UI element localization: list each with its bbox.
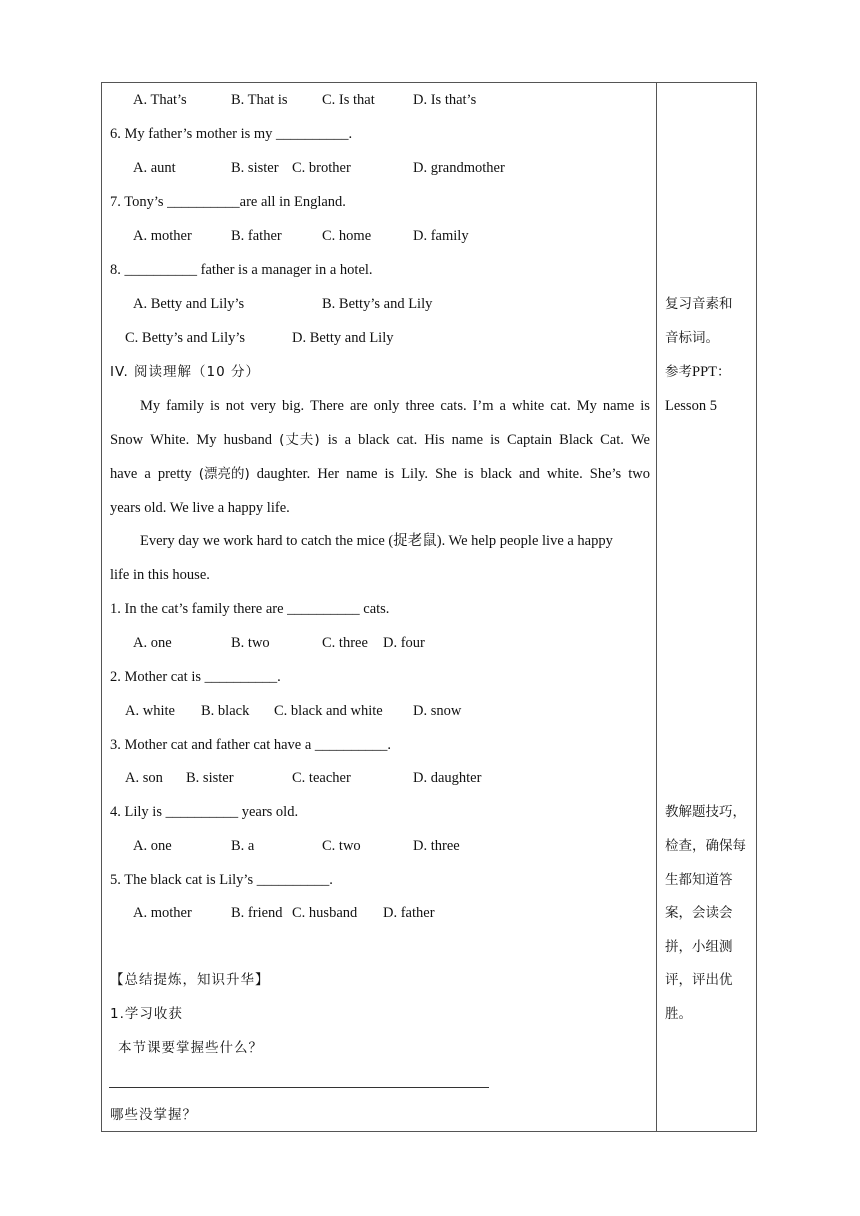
side-note-2-line-2: 检查，确保每 (665, 838, 746, 854)
reading-question-3: 3. Mother cat and father cat have a __________. (110, 737, 392, 753)
rq3-option-d: D. daughter (413, 770, 482, 786)
passage-line-5: Every day we work hard to catch the mice (捉老鼠). We help people live a happy (140, 533, 613, 549)
summary-question-1: 本节课要掌握些什么？ (118, 1040, 263, 1056)
side-note-2-line-1: 教解题技巧， (665, 804, 746, 820)
summary-title: 【总结提炼，知识升华】 (110, 972, 270, 988)
reading-question-4: 4. Lily is __________ years old. (110, 804, 299, 820)
q5-option-c: C. Is that (322, 92, 375, 108)
passage-line-4: years old. We live a happy life. (110, 500, 290, 516)
rq2-option-c: C. black and white (274, 703, 383, 719)
reading-question-1: 1. In the cat’s family there are __________ cats. (110, 601, 390, 617)
rq4-option-c: C. two (322, 838, 361, 854)
q6-option-c: C. brother (292, 160, 351, 176)
side-note-1-line-3: 参考PPT： (665, 364, 731, 380)
side-note-2-line-5: 拼，小组测 (665, 939, 733, 955)
side-note-1-line-4: Lesson 5 (665, 398, 717, 414)
q6-option-b: B. sister (231, 160, 279, 176)
rq4-option-b: B. a (231, 838, 255, 854)
side-note-1-line-2: 音标词。 (665, 330, 719, 346)
q8-option-a: A. Betty and Lily’s (133, 296, 245, 312)
passage-line-1: My family is not very big. There are only three cats. I’m a white cat. My name is (140, 398, 650, 414)
reading-question-5: 5. The black cat is Lily’s __________. (110, 872, 333, 888)
passage-line-3: have a pretty (漂亮的) daughter. Her name is Lily. She is black and white. She’s two (110, 466, 650, 482)
side-note-1-line-1: 复习音素和 (665, 296, 733, 312)
side-note-2-line-7: 胜。 (665, 1006, 692, 1022)
q5-option-d: D. Is that’s (413, 92, 477, 108)
question-7: 7. Tony’s __________are all in England. (110, 194, 346, 210)
q7-option-a: A. mother (133, 228, 192, 244)
q6-option-a: A. aunt (133, 160, 176, 176)
q5-option-b: B. That is (231, 92, 288, 108)
passage-line-2: Snow White. My husband (丈夫) is a black cat. His name is Captain Black Cat. We (110, 432, 650, 448)
rq2-option-b: B. black (201, 703, 250, 719)
side-note-2-line-3: 生都知道答 (665, 872, 733, 888)
question-6: 6. My father’s mother is my __________. (110, 126, 353, 142)
question-8: 8. __________ father is a manager in a hotel. (110, 262, 373, 278)
rq1-option-b: B. two (231, 635, 270, 651)
side-note-2-line-4: 案，会读会 (665, 905, 733, 921)
column-divider (656, 82, 657, 1132)
q8-option-c: C. Betty’s and Lily’s (125, 330, 246, 346)
rq3-option-b: B. sister (186, 770, 234, 786)
rq5-option-d: D. father (383, 905, 435, 921)
q7-option-b: B. father (231, 228, 282, 244)
q8-option-d: D. Betty and Lily (292, 330, 394, 346)
rq2-option-d: D. snow (413, 703, 462, 719)
rq1-option-c: C. three (322, 635, 368, 651)
q7-option-d: D. family (413, 228, 469, 244)
rq1-option-a: A. one (133, 635, 172, 651)
rq2-option-a: A. white (125, 703, 175, 719)
rq5-option-c: C. husband (292, 905, 358, 921)
answer-blank-line (109, 1087, 489, 1088)
rq4-option-d: D. three (413, 838, 460, 854)
rq1-option-d: D. four (383, 635, 425, 651)
rq3-option-a: A. son (125, 770, 163, 786)
q5-option-a: A. That’s (133, 92, 187, 108)
rq3-option-c: C. teacher (292, 770, 351, 786)
summary-item-1: 1.学习收获 (110, 1006, 183, 1022)
rq4-option-a: A. one (133, 838, 172, 854)
section-4-title: IV. 阅读理解（10 分） (110, 364, 261, 380)
reading-question-2: 2. Mother cat is __________. (110, 669, 281, 685)
q6-option-d: D. grandmother (413, 160, 505, 176)
passage-line-6: life in this house. (110, 567, 210, 583)
rq5-option-b: B. friend (231, 905, 283, 921)
q7-option-c: C. home (322, 228, 372, 244)
rq5-option-a: A. mother (133, 905, 192, 921)
side-note-2-line-6: 评，评出优 (665, 972, 733, 988)
q8-option-b: B. Betty’s and Lily (322, 296, 433, 312)
summary-question-2: 哪些没掌握？ (110, 1107, 197, 1123)
